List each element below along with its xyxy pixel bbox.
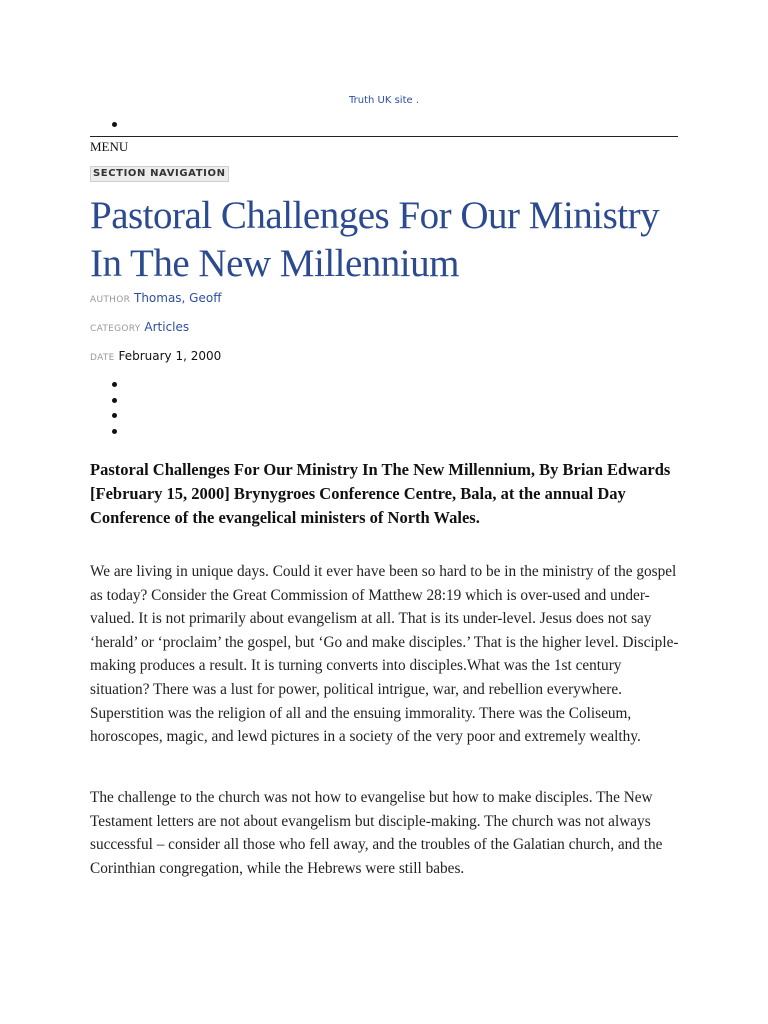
date-value: February 1, 2000 (118, 349, 222, 363)
meta-category (90, 320, 189, 336)
article-paragraph: The challenge to the church was not how to evangelise but how to make disciples. The New Testament letters are not about evangelism but disciple-making. The church was not always successful – consider all those who fell away, and the troubles of the Galatian church, and the Corinthian congregation, while the Hebrews were still babes. (90, 789, 663, 877)
share-item[interactable] (112, 429, 117, 434)
share-list (112, 378, 117, 444)
meta-category-label: CATEGORY (90, 324, 141, 334)
article-title: Pastoral Challenges For Our Ministry In The New Millennium (90, 194, 660, 285)
share-item[interactable] (112, 398, 117, 403)
article-lead: Pastoral Challenges For Our Ministry In The New Millennium, By Brian Edwards [February 15, 2000] Brynygroes Conference Centre, Bala, at the annual Day Conference of the evangelical ministers of North Wales. (90, 460, 671, 527)
meta-author (90, 291, 221, 307)
truth-uk-site-link[interactable]: Truth UK site . (349, 95, 419, 106)
nav-list-bullet (112, 122, 117, 127)
share-item[interactable] (112, 413, 117, 418)
author-link[interactable]: Thomas, Geoff (133, 291, 222, 305)
menu-button[interactable]: MENU (90, 139, 129, 154)
share-item[interactable] (112, 382, 117, 387)
meta-author-label: AUTHOR (90, 295, 131, 305)
header-divider (90, 136, 678, 137)
meta-date (90, 349, 221, 365)
section-navigation-button[interactable]: SECTION NAVIGATION (90, 166, 229, 182)
category-link[interactable]: Articles (144, 320, 190, 334)
article-paragraph: We are living in unique days. Could it ever have been so hard to be in the ministry of the gospel as today? Consider the Great Commission of Matthew 28:19 which is over-used and under-valued. It is not primarily about evangelism at all. That is its under-level. Jesus does not say ‘herald’ or ‘proclaim’ the gospel, but ‘Go and make disciples.’ That is the higher level. Disciple-making produces a result. It is turning converts into disciples.What was the 1st century situation? There was a lust for power, political intrigue, war, and rebellion everywhere. Superstition was the religion of all and the ensuing immorality. There was the Coliseum, horoscopes, magic, and lewd pictures in a society of the very poor and extremely wealthy. (90, 563, 679, 746)
meta-date-label: DATE (90, 353, 115, 363)
